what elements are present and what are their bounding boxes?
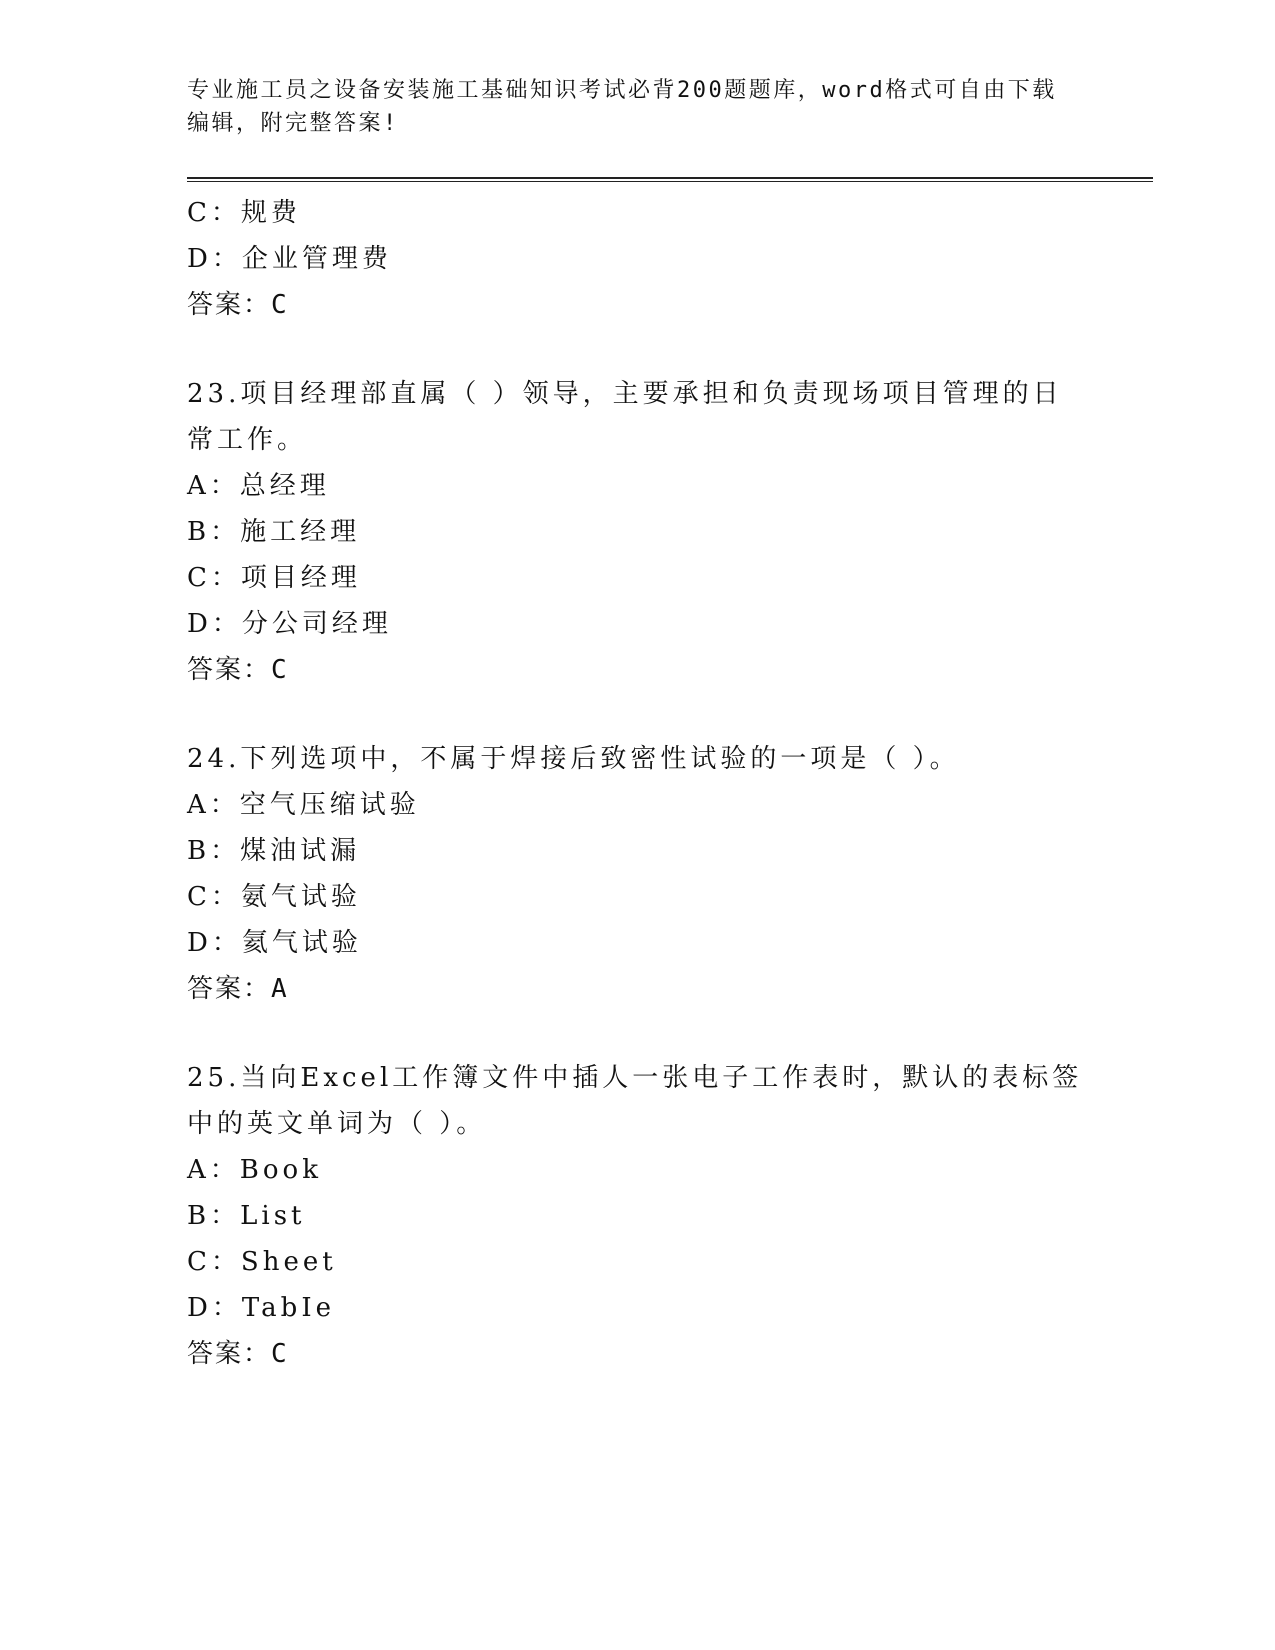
- question-25: [187, 1055, 1087, 1377]
- option-d: D：分公司经理: [187, 609, 392, 639]
- spacer: [187, 328, 1087, 371]
- document-header: [187, 74, 1067, 140]
- option-c: C：规费: [187, 198, 301, 228]
- option-a: A：总经理: [187, 471, 330, 501]
- question-stem: 24.下列选项中，不属于焊接后致密性试验的一项是（ ）。: [187, 744, 960, 774]
- option-c: C：Sheet: [187, 1247, 337, 1277]
- option-a: A：Book: [187, 1155, 322, 1185]
- question-24: [187, 736, 1087, 1012]
- answer: 答案：A: [187, 974, 289, 1004]
- question-list: [187, 190, 1087, 1377]
- option-a: A：空气压缩试验: [187, 790, 420, 820]
- spacer: [187, 693, 1087, 736]
- question-23: [187, 371, 1087, 693]
- option-b: B：煤油试漏: [187, 836, 361, 866]
- option-d: D：企业管理费: [187, 244, 392, 274]
- question-stem: 25.当向Excel工作簿文件中插人一张电子工作表时，默认的表标签中的英文单词为（ ）。: [187, 1063, 1083, 1139]
- answer: 答案：C: [187, 290, 289, 320]
- header-divider: [187, 177, 1153, 182]
- option-b: B：施工经理: [187, 517, 361, 547]
- option-d: D：氦气试验: [187, 928, 362, 958]
- question-stem: 23.项目经理部直属（ ）领导，主要承担和负责现场项目管理的日常工作。: [187, 379, 1063, 455]
- option-c: C：氨气试验: [187, 882, 361, 912]
- header-line-1: 专业施工员之设备安装施工基础知识考试必背200题题库，word格式可自由下载: [187, 78, 1057, 103]
- option-d: D：TabIe: [187, 1293, 335, 1323]
- option-c: C：项目经理: [187, 563, 361, 593]
- spacer: [187, 1012, 1087, 1055]
- header-line-2: 编辑，附完整答案!: [187, 111, 399, 136]
- answer: 答案：C: [187, 655, 289, 685]
- answer: 答案：C: [187, 1339, 289, 1369]
- question-22-partial: [187, 190, 1087, 328]
- option-b: B：List: [187, 1201, 306, 1231]
